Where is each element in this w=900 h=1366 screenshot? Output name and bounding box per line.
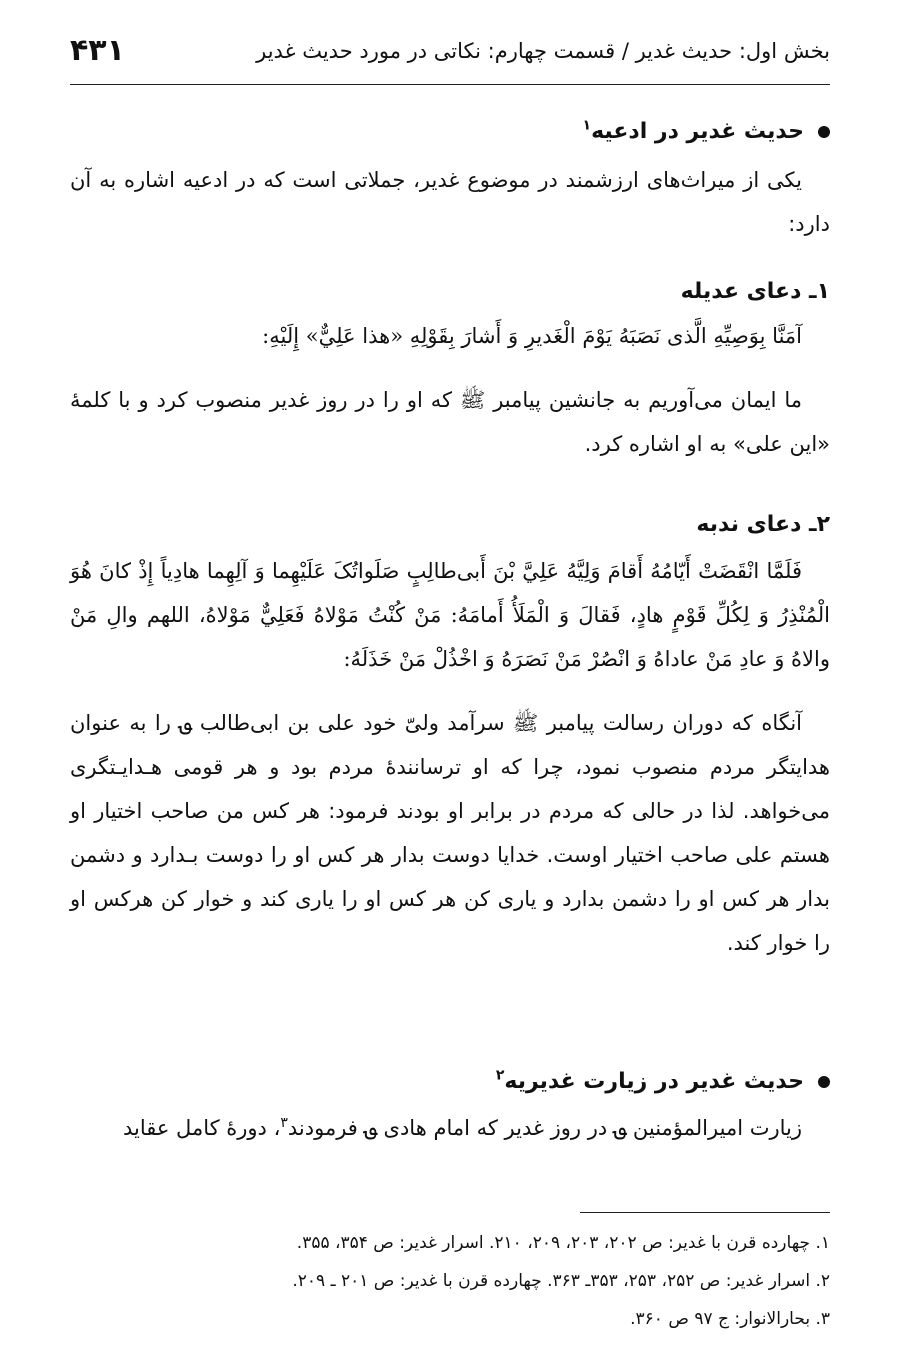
section-hadith-in-ziyarah [70, 1062, 830, 1150]
section-paragraph: زیارت امیرالمؤمنین ؈ در روز غدیر که امام هادی ؈ فرمودند$^۳$، دورهٔ کامل عقاید [122, 1115, 802, 1140]
footnotes [70, 1224, 830, 1338]
footnote-divider [580, 1212, 830, 1213]
footnote: ۳. بحارالانوار: ج ۹۷ ص ۳۶۰. [630, 1309, 830, 1329]
translation-paragraph: آنگاه که دوران رسالت پیامبر ﷺ سرآمد ولیّ خود علی بن ابی‌طالب ؈ را به عنوان هدایتگر مردم منصوب نمود، چرا که او ترسانندهٔ مردم بود و هر قومی هـدایـتگری می‌خواهد. لذا در حالی که مردم در برابر او بودند فرمود: هر کس من صاحب اختیار او هستم علی صاحب اختیار اوست. خدایا دوست بدار هر کس او را دوست بـدارد و دشمن بدار هر کس او را دشمن بدارد و یاری کن هر کس او را یاری کند و خوار کن هرکس او را خوار کند. [70, 711, 830, 955]
page-number: ۴۳۱ [70, 33, 125, 68]
footnote-reference: ۱ [582, 117, 592, 134]
page-header [70, 34, 830, 85]
subsection-heading: ۲ـ دعای ندبه [696, 512, 830, 537]
footnote: ۱. چهارده قرن با غدیر: ص ۲۰۲، ۲۰۳، ۲۰۹، ۲۱۰. اسرار غدیر: ص ۳۵۴، ۳۵۵. [296, 1233, 830, 1253]
section-hadith-in-duas [70, 112, 830, 246]
bullet-icon [818, 1076, 830, 1088]
section-intro-paragraph: یکی از میراث‌های ارزشمند در موضوع غدیر، جملاتی است که در ادعیه اشاره به آن دارد: [70, 168, 830, 236]
footnote-reference: ۳ [280, 1115, 288, 1131]
section-heading [70, 1062, 830, 1102]
arabic-quote: فَلَمَّا انْقَضَتْ أَيّامُهُ أَقامَ وَلِيَّهُ عَلِيَّ بْنَ أَبى‌طالِبٍ صَلَواتُکَ عَلَيْهِما وَ آلِهِما هادِياً إِذْ كانَ هُوَ الْمُنْذِرُ وَ لِكُلِّ قَوْمٍ هادٍ، فَقالَ وَ الْمَلَأُ أَمامَهُ: مَنْ كُنْتُ مَوْلاهُ فَعَلِيٌّ مَوْلاهُ، اللهم والِ مَنْ والاهُ وَ عادِ مَنْ عاداهُ وَ انْصُرْ مَنْ نَصَرَهُ وَ اخْذُلْ مَنْ خَذَلَهُ: [70, 559, 830, 671]
dua-adileh-block [70, 272, 830, 466]
footnote-reference: ۲ [495, 1067, 505, 1084]
section-title: حدیث غدیر در زیارت غدیریه [504, 1069, 804, 1094]
section-title: حدیث غدیر در ادعیه [591, 119, 804, 144]
arabic-quote: آمَنَّا بِوَصِيِّهِ الَّذى نَصَبَهُ يَوْمَ الْغَديرِ وَ أَشارَ بِقَوْلِهِ «هذا عَلِيٌّ» إِلَيْهِ: [262, 324, 802, 348]
dua-nudbah-block [70, 505, 830, 965]
subsection-heading: ۱ـ دعای عدیله [680, 279, 830, 304]
book-page [70, 0, 830, 1366]
translation-paragraph: ما ایمان می‌آوریم به جانشین پیامبر ﷺ که او را در روز غدیر منصوب کرد و با کلمهٔ «این علی» به او اشاره کرد. [70, 388, 830, 456]
running-header-title: بخش اول: حدیث غدیر / قسمت چهارم: نکاتی در مورد حدیث غدیر [256, 39, 830, 63]
footnote: ۲. اسرار غدیر: ص ۲۵۲، ۲۵۳، ۳۵۳ـ ۳۶۳. چهارده قرن با غدیر: ص ۲۰۱ ـ ۲۰۹. [292, 1271, 830, 1291]
bullet-icon [818, 126, 830, 138]
section-heading [70, 112, 830, 152]
